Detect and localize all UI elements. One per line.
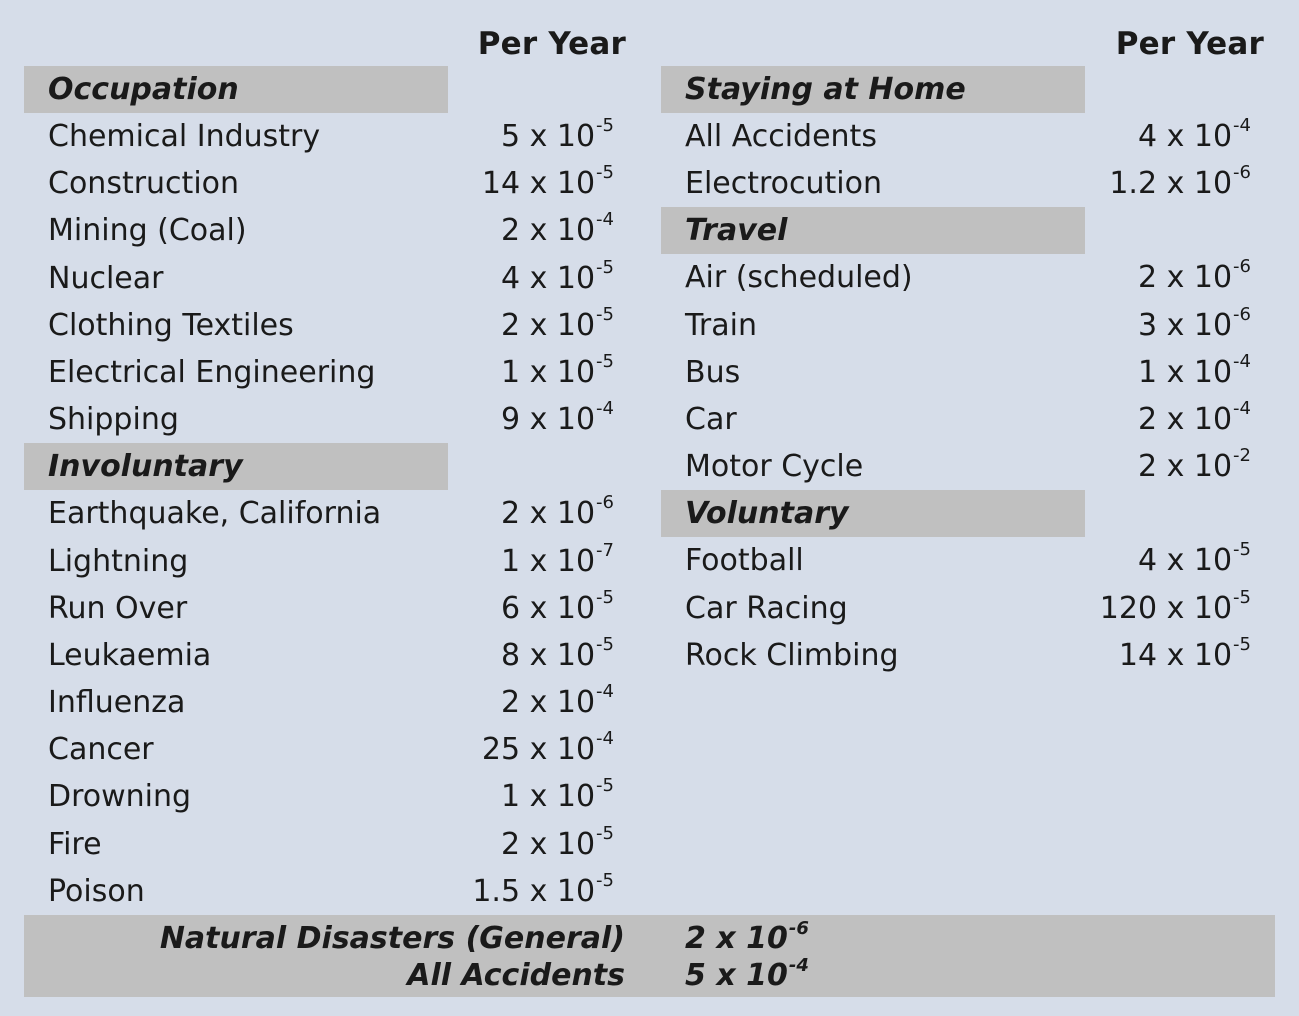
risk-coef: 1.2 (1109, 166, 1158, 202)
risk-exponent: -4 (1233, 350, 1251, 372)
risk-value (482, 160, 614, 211)
risk-label: Football (685, 543, 804, 579)
risk-multiplier: x 10 (1157, 401, 1233, 437)
risk-label: Car (685, 401, 737, 437)
table-row (24, 160, 624, 207)
risk-multiplier: x 10 (1157, 543, 1233, 579)
table-row (661, 349, 1266, 396)
table-row (661, 160, 1266, 207)
risk-coef: 1 (1137, 354, 1158, 390)
risk-value (501, 773, 614, 824)
risk-value (501, 538, 614, 589)
footer-label: Natural Disasters (General) (159, 921, 625, 956)
risk-label: Poison (48, 873, 145, 909)
table-row (24, 396, 624, 443)
risk-label: Air (scheduled) (685, 260, 913, 296)
table-row (661, 302, 1266, 349)
table-row (24, 113, 624, 160)
risk-exponent: -4 (1233, 115, 1251, 136)
risk-label: Cancer (48, 732, 154, 768)
left-rows (24, 66, 624, 915)
risk-label: Chemical Industry (48, 119, 321, 154)
risk-multiplier: x 10 (1157, 354, 1233, 390)
table-row (24, 726, 624, 773)
table-row (24, 538, 624, 585)
section-header-involuntary: Involuntary (24, 443, 448, 490)
risk-coef: 1 (500, 543, 521, 579)
risk-label: Car Racing (685, 590, 848, 626)
risk-value (1138, 396, 1251, 447)
risk-exponent: -5 (596, 256, 614, 278)
risk-multiplier: x 10 (520, 307, 596, 343)
risk-value (501, 302, 614, 353)
table-row (24, 821, 624, 868)
risk-multiplier: x 10 (520, 590, 596, 626)
risk-label: Leukaemia (48, 637, 212, 673)
risk-label: Mining (Coal) (48, 213, 247, 249)
table-row (24, 349, 624, 396)
risk-multiplier: x 10 (520, 166, 596, 202)
risk-coef: 120 (1099, 590, 1158, 626)
risk-multiplier: x 10 (520, 213, 596, 249)
risk-label: Run Over (48, 590, 188, 626)
footer-value (685, 957, 809, 999)
risk-value (501, 679, 614, 730)
risk-coef: 4 (1137, 543, 1158, 579)
risk-label: Lightning (48, 543, 189, 579)
risk-label: Fire (48, 826, 102, 862)
table-row (661, 396, 1266, 443)
table-row (24, 773, 624, 820)
table-row (24, 490, 624, 537)
risk-value (501, 632, 614, 683)
risk-coef: 14 (481, 166, 521, 202)
risk-value (1119, 632, 1251, 683)
risk-exponent: -7 (596, 539, 614, 561)
risk-multiplier: x 10 (1157, 119, 1233, 154)
footer-exponent: -6 (788, 918, 809, 939)
risk-multiplier: x 10 (1157, 590, 1233, 626)
table-row (661, 113, 1266, 160)
risk-label: Clothing Textiles (48, 307, 294, 343)
right-rows (661, 66, 1266, 679)
risk-label: Electrocution (685, 166, 883, 202)
risk-value (501, 396, 614, 447)
footer-multiplier: x 10 (705, 958, 788, 993)
table-row (24, 632, 624, 679)
risk-multiplier: x 10 (1157, 449, 1233, 485)
risk-multiplier: x 10 (520, 637, 596, 673)
risk-value (501, 113, 614, 164)
risk-exponent: -5 (596, 633, 614, 655)
section-header-occupation: Occupation (24, 66, 448, 113)
footer-exponent: -4 (788, 955, 809, 976)
risk-value (1138, 254, 1251, 305)
risk-exponent: -4 (596, 728, 614, 750)
risk-exponent: -5 (596, 350, 614, 372)
risk-multiplier: x 10 (1157, 260, 1233, 296)
risk-coef: 5 (500, 119, 521, 154)
risk-coef: 1.5 (472, 873, 521, 909)
risk-coef: 2 (500, 307, 521, 343)
risk-value (1138, 443, 1251, 494)
risk-value (1138, 537, 1251, 588)
risk-coef: 2 (1137, 401, 1158, 437)
risk-exponent: -5 (596, 303, 614, 325)
risk-exponent: -6 (596, 492, 614, 514)
risk-exponent: -5 (1233, 633, 1251, 655)
risk-multiplier: x 10 (520, 826, 596, 862)
risk-value (1138, 349, 1251, 400)
risk-label: Earthquake, California (48, 496, 382, 532)
risk-coef: 2 (1137, 260, 1158, 296)
section-header-staying-at-home: Staying at Home (661, 66, 1085, 113)
risk-exponent: -5 (596, 162, 614, 184)
per-year-heading-left: Per Year (477, 26, 626, 62)
risk-label: Bus (685, 354, 741, 390)
risk-value (1138, 113, 1251, 164)
risk-label: Electrical Engineering (48, 354, 376, 390)
risk-label: Drowning (48, 779, 192, 815)
risk-multiplier: x 10 (520, 873, 596, 909)
risk-coef: 6 (500, 590, 521, 626)
table-row (24, 207, 624, 254)
risk-exponent: -6 (1233, 256, 1251, 278)
risk-multiplier: x 10 (520, 354, 596, 390)
risk-multiplier: x 10 (520, 402, 596, 438)
risk-label: All Accidents (685, 119, 877, 154)
risk-exponent: -6 (1233, 162, 1251, 184)
risk-value (501, 490, 614, 541)
footer-row-natural-disasters (24, 920, 1275, 958)
risk-multiplier: x 10 (1157, 637, 1233, 673)
risk-exponent: -5 (596, 115, 614, 136)
risk-exponent: -5 (596, 775, 614, 797)
risk-multiplier: x 10 (520, 260, 596, 296)
risk-multiplier: x 10 (520, 119, 596, 154)
footer-coef: 5 (685, 958, 706, 993)
risk-multiplier: x 10 (520, 779, 596, 815)
risk-coef: 4 (1137, 119, 1158, 154)
table-row (24, 868, 624, 915)
risk-exponent: -5 (596, 822, 614, 844)
risk-coef: 4 (500, 260, 521, 296)
risk-label: Influenza (48, 685, 186, 721)
risk-coef: 2 (1137, 449, 1158, 485)
risk-label: Nuclear (48, 260, 164, 296)
risk-value (1138, 302, 1251, 353)
risk-coef: 1 (500, 779, 521, 815)
table-row (24, 302, 624, 349)
risk-multiplier: x 10 (520, 543, 596, 579)
risk-multiplier: x 10 (520, 732, 596, 768)
risk-exponent: -5 (1233, 586, 1251, 608)
risk-value (501, 821, 614, 872)
risk-coef: 2 (500, 213, 521, 249)
risk-multiplier: x 10 (520, 685, 596, 721)
risk-multiplier: x 10 (520, 496, 596, 532)
risk-coef: 8 (500, 637, 521, 673)
risk-multiplier: x 10 (1157, 166, 1233, 202)
footer-multiplier: x 10 (705, 921, 788, 956)
footer-row-all-accidents (24, 957, 1275, 995)
per-year-heading-right: Per Year (1115, 26, 1264, 62)
risk-label: Shipping (48, 402, 179, 438)
totals-footer (24, 915, 1275, 997)
risk-value (482, 726, 614, 777)
risk-coef: 25 (481, 732, 521, 768)
risk-exponent: -5 (596, 586, 614, 608)
risk-exponent: -6 (1233, 303, 1251, 325)
risk-value (1109, 160, 1251, 211)
risk-value (501, 585, 614, 636)
footer-label: All Accidents (407, 958, 625, 993)
risk-exponent: -5 (596, 869, 614, 891)
risk-coef: 2 (500, 496, 521, 532)
table-row (661, 254, 1266, 301)
table-row (661, 632, 1266, 679)
section-header-travel: Travel (661, 207, 1085, 254)
risk-label: Rock Climbing (685, 637, 899, 673)
risk-coef: 2 (500, 826, 521, 862)
risk-exponent: -4 (596, 209, 614, 231)
footer-coef: 2 (685, 921, 706, 956)
risk-coef: 14 (1118, 637, 1158, 673)
table-row (24, 679, 624, 726)
section-header-voluntary: Voluntary (661, 490, 1085, 537)
risk-value (501, 349, 614, 400)
risk-label: Motor Cycle (685, 449, 864, 485)
table-row (661, 585, 1266, 632)
table-row (24, 255, 624, 302)
risk-coef: 1 (500, 354, 521, 390)
risk-label: Construction (48, 166, 240, 202)
risk-label: Train (685, 307, 757, 343)
risk-exponent: -4 (596, 681, 614, 703)
risk-value (501, 255, 614, 306)
risk-coef: 2 (500, 685, 521, 721)
risk-multiplier: x 10 (1157, 307, 1233, 343)
risk-exponent: -4 (596, 398, 614, 420)
table-row (661, 443, 1266, 490)
risk-coef: 9 (500, 402, 521, 438)
table-row (661, 537, 1266, 584)
risk-value (501, 207, 614, 258)
risk-exponent: -4 (1233, 397, 1251, 419)
table-row (24, 585, 624, 632)
risk-exponent: -5 (1233, 539, 1251, 561)
risk-value (1100, 585, 1251, 636)
risk-exponent: -2 (1233, 445, 1251, 467)
risk-value (472, 868, 614, 919)
risk-coef: 3 (1137, 307, 1158, 343)
